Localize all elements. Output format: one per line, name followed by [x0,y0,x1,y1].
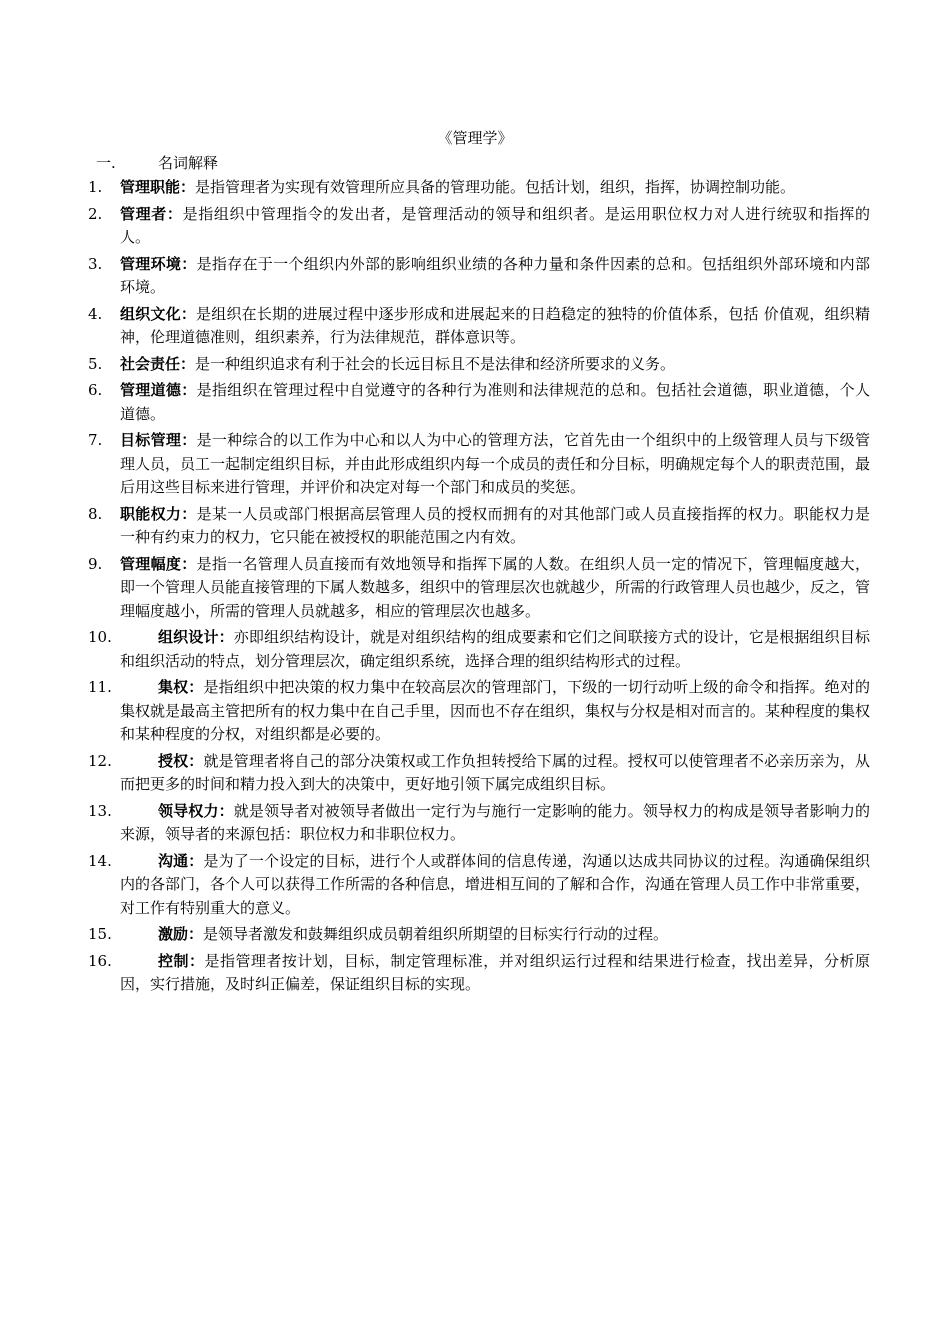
definition-number: 14. [88,851,112,870]
definition-text: 是指组织在管理过程中自觉遵守的各种行为准则和法律规范的总和。包括社会道德，职业道德，个人道德。 [120,381,870,423]
definition-text: 就是管理者将自己的部分决策权或工作负担转授给下属的过程。授权可以使管理者不必亲历亲为，从而把更多的时间和精力投入到大的决策中，更好地引领下属完成组织目标。 [120,751,870,793]
definition-term: 管理职能： [120,178,196,196]
definition-number: 10. [88,628,112,646]
definition-term: 激励： [158,925,204,943]
definition-item [88,850,870,921]
definition-term: 管理道德： [120,381,197,399]
definition-number: 8. [88,504,103,523]
section-heading [96,151,218,175]
definition-text: 亦即组织结构设计，就是对组织结构的组成要素和它们之间联接方式的设计，它是根据组织目标和组织活动的特点，划分管理层次，确定组织系统，选择合理的组织结构形式的过程。 [120,628,870,670]
definition-text: 是某一人员或部门根据高层管理人员的授权而拥有的对其他部门或人员直接指挥的权力。职能权力是一种有约束力的权力，它只能在被授权的职能范围之内有效。 [120,504,870,546]
definition-term: 管理者： [120,204,183,223]
definition-term: 组织文化： [120,304,197,323]
definition-number: 13. [88,801,112,820]
definition-term: 社会责任： [120,354,196,373]
definition-number: 2. [88,204,103,223]
definition-term: 控制： [158,951,205,970]
definition-term: 授权： [158,751,204,770]
definition-item [88,553,870,624]
definition-number: 3. [88,254,103,273]
section-label: 名词解释 [158,154,219,172]
definition-number: 9. [88,554,103,573]
definition-item [88,800,870,847]
definition-text: 是一种组织追求有利于社会的长远目标且不是法律和经济所要求的义务。 [195,354,676,373]
definition-text: 是指管理者按计划，目标，制定管理标准，并对组织运行过程和结果进行检查，找出差异，分析原因，实行措施，及时纠正偏差，保证组织目标的实现。 [120,951,870,993]
definition-item [88,626,870,673]
definition-item [88,176,870,200]
definition-number: 4. [88,304,103,323]
definition-text: 就是领导者对被领导者做出一定行为与施行一定影响的能力。领导权力的构成是领导者影响力的来源，领导者的来源包括：职位权力和非职位权力。 [120,801,870,843]
definition-item [88,503,870,550]
definition-item [88,203,870,250]
definition-term: 职能权力： [120,504,197,523]
definition-text: 是指管理者为实现有效管理所应具备的管理功能。包括计划，组织，指挥，协调控制功能。 [195,178,796,196]
definition-number: 12. [88,751,112,770]
definition-text: 是指存在于一个组织内外部的影响组织业绩的各种力量和条件因素的总和。包括组织外部环境和内部环境。 [120,254,870,296]
definition-term: 领导权力： [158,801,234,820]
definition-list [88,176,870,1000]
definition-term: 管理幅度： [120,554,197,573]
definition-text: 是指组织中把决策的权力集中在较高层次的管理部门，下级的一切行动听上级的命令和指挥。绝对的集权就是最高主管把所有的权力集中在自己手里，因而也不存在组织，集权与分权是相对而言的。某种程度的集权和某种程度的分权，对组织都是必要的。 [120,678,871,743]
definition-item [88,379,870,426]
definition-term: 管理环境： [120,254,197,273]
definition-number: 6. [88,381,103,399]
definition-item [88,950,870,997]
definition-item [88,923,870,947]
definition-text: 是一种综合的以工作为中心和以人为中心的管理方法，它首先由一个组织中的上级管理人员与下级管理人员，员工一起制定组织目标，并由此形成组织内每一个成员的责任和分目标，明确规定每个人的职责范围，最后用这些目标来进行管理，并评价和决定对每一个部门和成员的奖惩。 [120,431,871,496]
definition-item [88,429,870,500]
definition-item [88,676,870,747]
definition-number: 1. [88,178,103,196]
definition-number: 16. [88,951,112,970]
document-title: 《管理学》 [437,129,513,147]
definition-number: 15. [88,925,112,943]
definition-number: 7. [88,431,103,449]
definition-text: 是指组织中管理指令的发出者，是管理活动的领导和组织者。是运用职位权力对人进行统驭和指挥的人。 [120,204,870,246]
definition-text: 是领导者激发和鼓舞组织成员朝着组织所期望的目标实行行动的过程。 [203,925,669,943]
definition-item [88,303,870,350]
section-number: 一. [96,154,116,172]
definition-number: 5. [88,354,103,373]
definition-text: 是组织在长期的进展过程中逐步形成和进展起来的日趋稳定的独特的价值体系，包括 价值观，组织精神，伦理道德准则，组织素养，行为法律规范，群体意识等。 [120,304,870,346]
definition-item [88,353,870,377]
definition-item [88,253,870,300]
definition-text: 是指一名管理人员直接而有效地领导和指挥下属的人数。在组织人员一定的情况下，管理幅度越大，即一个管理人员能直接管理的下属人数越多，组织中的管理层次也就越少，所需的行政管理人员也越少，反之，管理幅度越小，所需的管理人员就越多，相应的管理层次也越多。 [120,554,871,620]
definition-item [88,750,870,797]
definition-term: 组织设计： [158,628,234,646]
definition-term: 沟通： [158,851,204,870]
definition-number: 11. [88,678,112,696]
definition-term: 集权： [158,678,204,696]
definition-text: 是为了一个设定的目标，进行个人或群体间的信息传递，沟通以达成共同协议的过程。沟通确保组织内的各部门，各个人可以获得工作所需的各种信息，增进相互间的了解和合作，沟通在管理人员工作中非常重要，对工作有特别重大的意义。 [120,851,871,917]
definition-term: 目标管理： [120,431,197,449]
